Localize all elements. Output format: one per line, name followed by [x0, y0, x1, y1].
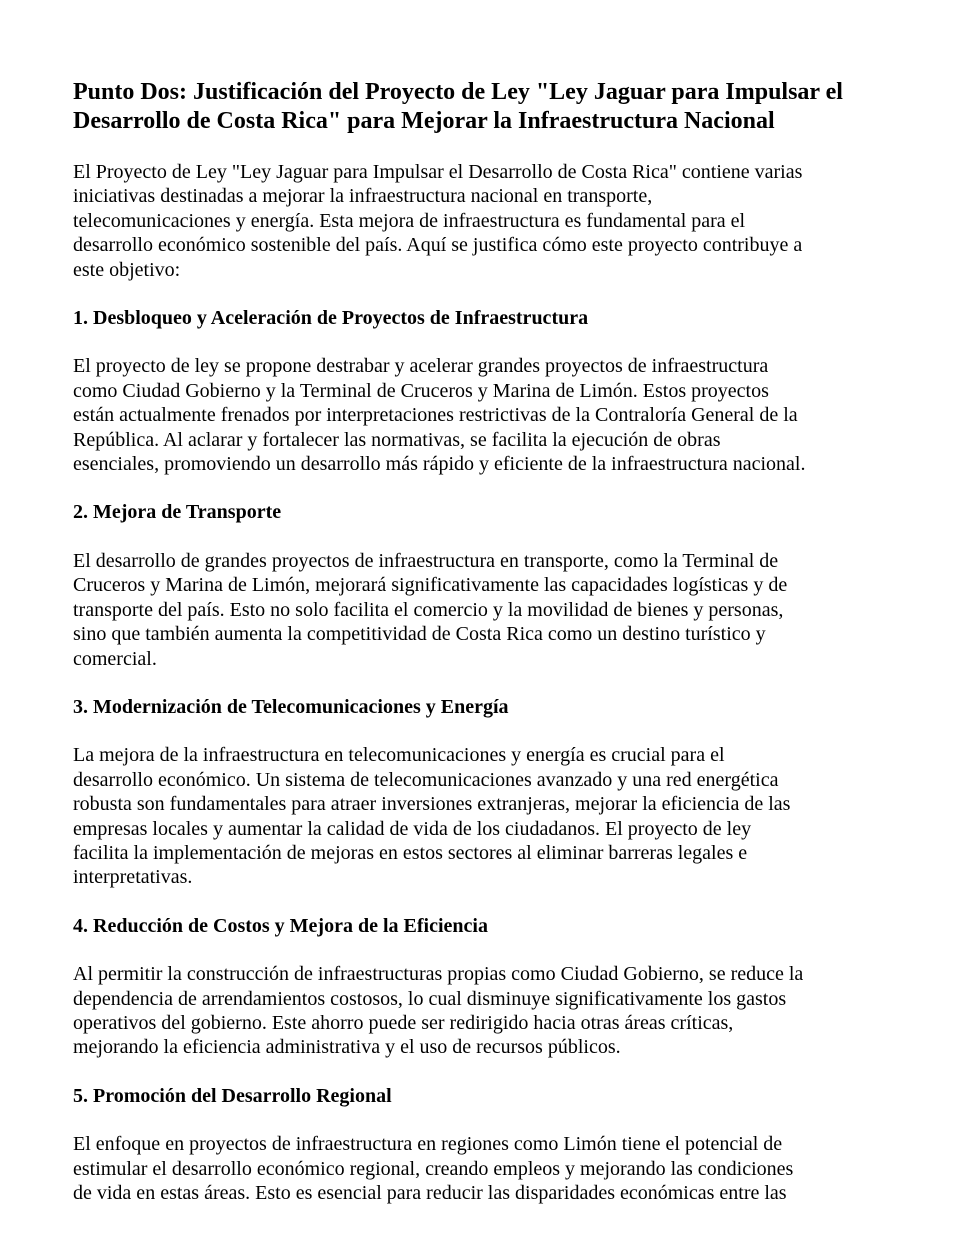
text-line: robusta son fundamentales para atraer inversiones extranjeras, mejorar la eficiencia de las — [73, 793, 791, 816]
text-line: República. Al aclarar y fortalecer las normativas, se facilita la ejecución de obras — [73, 428, 721, 451]
text-line: este objetivo: — [73, 258, 181, 281]
section-heading: 2. Mejora de Transporte — [73, 501, 282, 524]
document-title — [73, 78, 873, 136]
text-line: de vida en estas áreas. Esto es esencial para reducir las disparidades económicas entre las — [73, 1182, 787, 1204]
document-page — [73, 78, 873, 1229]
text-line: comercial. — [73, 647, 157, 670]
text-line: desarrollo económico sostenible del país. Aquí se justifica cómo este proyecto contribuye a — [73, 234, 803, 257]
text-line: interpretativas. — [73, 866, 193, 889]
text-line: desarrollo económico. Un sistema de telecomunicaciones avanzado y una red energética — [73, 768, 779, 791]
text-line: como Ciudad Gobierno y la Terminal de Cruceros y Marina de Limón. Estos proyectos — [73, 379, 769, 402]
title-line: Desarrollo de Costa Rica" para Mejorar la Infraestructura Nacional — [73, 108, 775, 134]
text-line: mejorando la eficiencia administrativa y el uso de recursos públicos. — [73, 1036, 621, 1059]
text-line: El desarrollo de grandes proyectos de infraestructura en transporte, como la Terminal de — [73, 549, 779, 572]
section-heading: 3. Modernización de Telecomunicaciones y Energía — [73, 695, 509, 718]
section-paragraph — [73, 549, 873, 671]
text-line: transporte del país. Esto no solo facilita el comercio y la movilidad de bienes y personas, — [73, 598, 784, 621]
text-line: telecomunicaciones y energía. Esta mejora de infraestructura es fundamental para el — [73, 209, 746, 232]
text-line: operativos del gobierno. Este ahorro puede ser redirigido hacia otras áreas críticas, — [73, 1011, 734, 1034]
text-line: empresas locales y aumentar la calidad de vida de los ciudadanos. El proyecto de ley — [73, 817, 752, 840]
text-line: Al permitir la construcción de infraestructuras propias como Ciudad Gobierno, se reduce la — [73, 963, 804, 986]
section-paragraph — [73, 1132, 873, 1205]
section-heading: 5. Promoción del Desarrollo Regional — [73, 1084, 392, 1107]
text-line: dependencia de arrendamientos costosos, lo cual disminuye significativamente los gastos — [73, 987, 787, 1010]
title-line: Punto Dos: Justificación del Proyecto de Ley "Ley Jaguar para Impulsar el — [73, 79, 843, 105]
text-line: sino que también aumenta la competitividad de Costa Rica como un destino turístico y — [73, 623, 766, 646]
text-line: El Proyecto de Ley "Ley Jaguar para Impulsar el Desarrollo de Costa Rica" contiene varias — [73, 161, 803, 183]
section-heading: 4. Reducción de Costos y Mejora de la Eficiencia — [73, 914, 488, 937]
text-line: están actualmente frenados por interpretaciones restrictivas de la Contraloría General de la — [73, 404, 798, 427]
text-line: esenciales, promoviendo un desarrollo más rápido y eficiente de la infraestructura nacional. — [73, 453, 806, 476]
text-line: Cruceros y Marina de Limón, mejorará significativamente las capacidades logísticas y de — [73, 574, 788, 597]
section-heading: 1. Desbloqueo y Aceleración de Proyectos de Infraestructura — [73, 307, 589, 330]
text-line: estimular el desarrollo económico regional, creando empleos y mejorando las condiciones — [73, 1157, 794, 1180]
intro-paragraph — [73, 160, 873, 282]
text-line: El enfoque en proyectos de infraestructura en regiones como Limón tiene el potencial de — [73, 1133, 783, 1156]
section-paragraph — [73, 962, 873, 1060]
section-paragraph — [73, 354, 873, 476]
text-line: La mejora de la infraestructura en telecomunicaciones y energía es crucial para el — [73, 744, 725, 767]
text-line: iniciativas destinadas a mejorar la infraestructura nacional en transporte, — [73, 185, 653, 208]
text-line: El proyecto de ley se propone destrabar y acelerar grandes proyectos de infraestructura — [73, 355, 769, 378]
section-paragraph — [73, 743, 873, 889]
text-line: facilita la implementación de mejoras en estos sectores al eliminar barreras legales e — [73, 841, 748, 864]
